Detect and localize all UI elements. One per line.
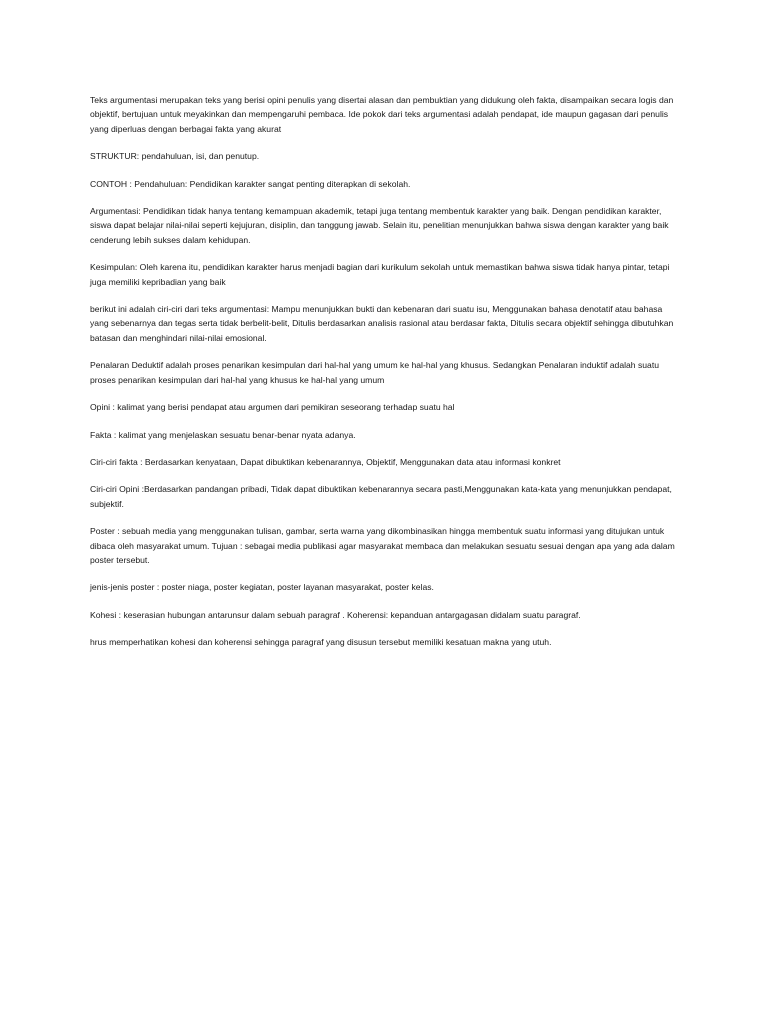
paragraph-poster-types: jenis-jenis poster : poster niaga, poster kegiatan, poster layanan masyarakat, poster kelas. xyxy=(90,582,434,593)
paragraph-opinion: Opini : kalimat yang berisi pendapat atau argumen dari pemikiran seseorang terhadap suatu hal xyxy=(90,402,455,413)
paragraph-opinion-traits: Ciri-ciri Opini :Berdasarkan pandangan pribadi, Tidak dapat dibuktikan kebenarannya secara pasti,Menggunakan kata-kata yang menunjukkan pendapat, subjektif. xyxy=(90,484,672,509)
paragraph-poster: Poster : sebuah media yang menggunakan tulisan, gambar, serta warna yang dikombinasikan hingga membentuk suatu informasi yang ditujukan untuk dibaca oleh masyarakat umum. Tujuan : sebagai media publikasi agar masyarakat membaca dan melakukan sesuatu sesuai dengan apa yang ada dalam poster tersebut. xyxy=(90,526,675,565)
paragraph-example-intro: CONTOH : Pendahuluan: Pendidikan karakter sangat penting diterapkan di sekolah. xyxy=(90,178,411,189)
paragraph-characteristics: berikut ini adalah ciri-ciri dari teks argumentasi: Mampu menunjukkan bukti dan kebenaran dari suatu isu, Menggunakan bahasa denotatif atau bahasa yang sebenarnya dan tegas serta tidak berbelit-belit, Ditulis berdasarkan analisis rasional atau berdasar fakta, Ditulis secara objektif sehingga dibutuhkan batasan dan menghindari nilai-nilai emosional. xyxy=(90,304,674,343)
paragraph-fact: Fakta : kalimat yang menjelaskan sesuatu benar-benar nyata adanya. xyxy=(90,429,356,440)
paragraph-example-argument: Argumentasi: Pendidikan tidak hanya tentang kemampuan akademik, tetapi juga tentang membentuk karakter yang baik. Dengan pendidikan karakter, siswa dapat belajar nilai-nilai seperti kejujuran, disiplin, dan tanggung jawab. Selain itu, penelitian menunjukkan bahwa siswa dengan karakter yang baik cenderung lebih sukses dalam kehidupan. xyxy=(90,206,669,245)
paragraph-reasoning: Penalaran Deduktif adalah proses penarikan kesimpulan dari hal-hal yang umum ke hal-hal yang khusus. Sedangkan Penalaran induktif adalah suatu proses penarikan kesimpulan dari hal-hal yang khusus ke hal-hal yang umum xyxy=(90,360,659,385)
paragraph-definition: Teks argumentasi merupakan teks yang berisi opini penulis yang disertai alasan dan pembuktian yang didukung oleh fakta, disampaikan secara logis dan objektif, bertujuan untuk meyakinkan dan mempengaruhi pembaca. Ide pokok dari teks argumentasi adalah pendapat, ide maupun gagasan dari penulis yang diperluas dengan berbagai fakta yang akurat xyxy=(90,95,674,134)
document-body xyxy=(90,93,682,663)
paragraph-closing-note: hrus memperhatikan kohesi dan koherensi sehingga paragraf yang disusun tersebut memiliki kesatuan makna yang utuh. xyxy=(90,637,552,648)
paragraph-example-conclusion: Kesimpulan: Oleh karena itu, pendidikan karakter harus menjadi bagian dari kurikulum sekolah untuk memastikan bahwa siswa tidak hanya pintar, tetapi juga memiliki kepribadian yang baik xyxy=(90,262,670,287)
paragraph-cohesion: Kohesi : keserasian hubungan antarunsur dalam sebuah paragraf . Koherensi: kepanduan antargagasan didalam suatu paragraf. xyxy=(90,609,581,620)
paragraph-structure: STRUKTUR: pendahuluan, isi, dan penutup. xyxy=(90,151,260,162)
paragraph-fact-traits: Ciri-ciri fakta : Berdasarkan kenyataan, Dapat dibuktikan kebenarannya, Objektif, Menggunakan data atau informasi konkret xyxy=(90,456,561,467)
